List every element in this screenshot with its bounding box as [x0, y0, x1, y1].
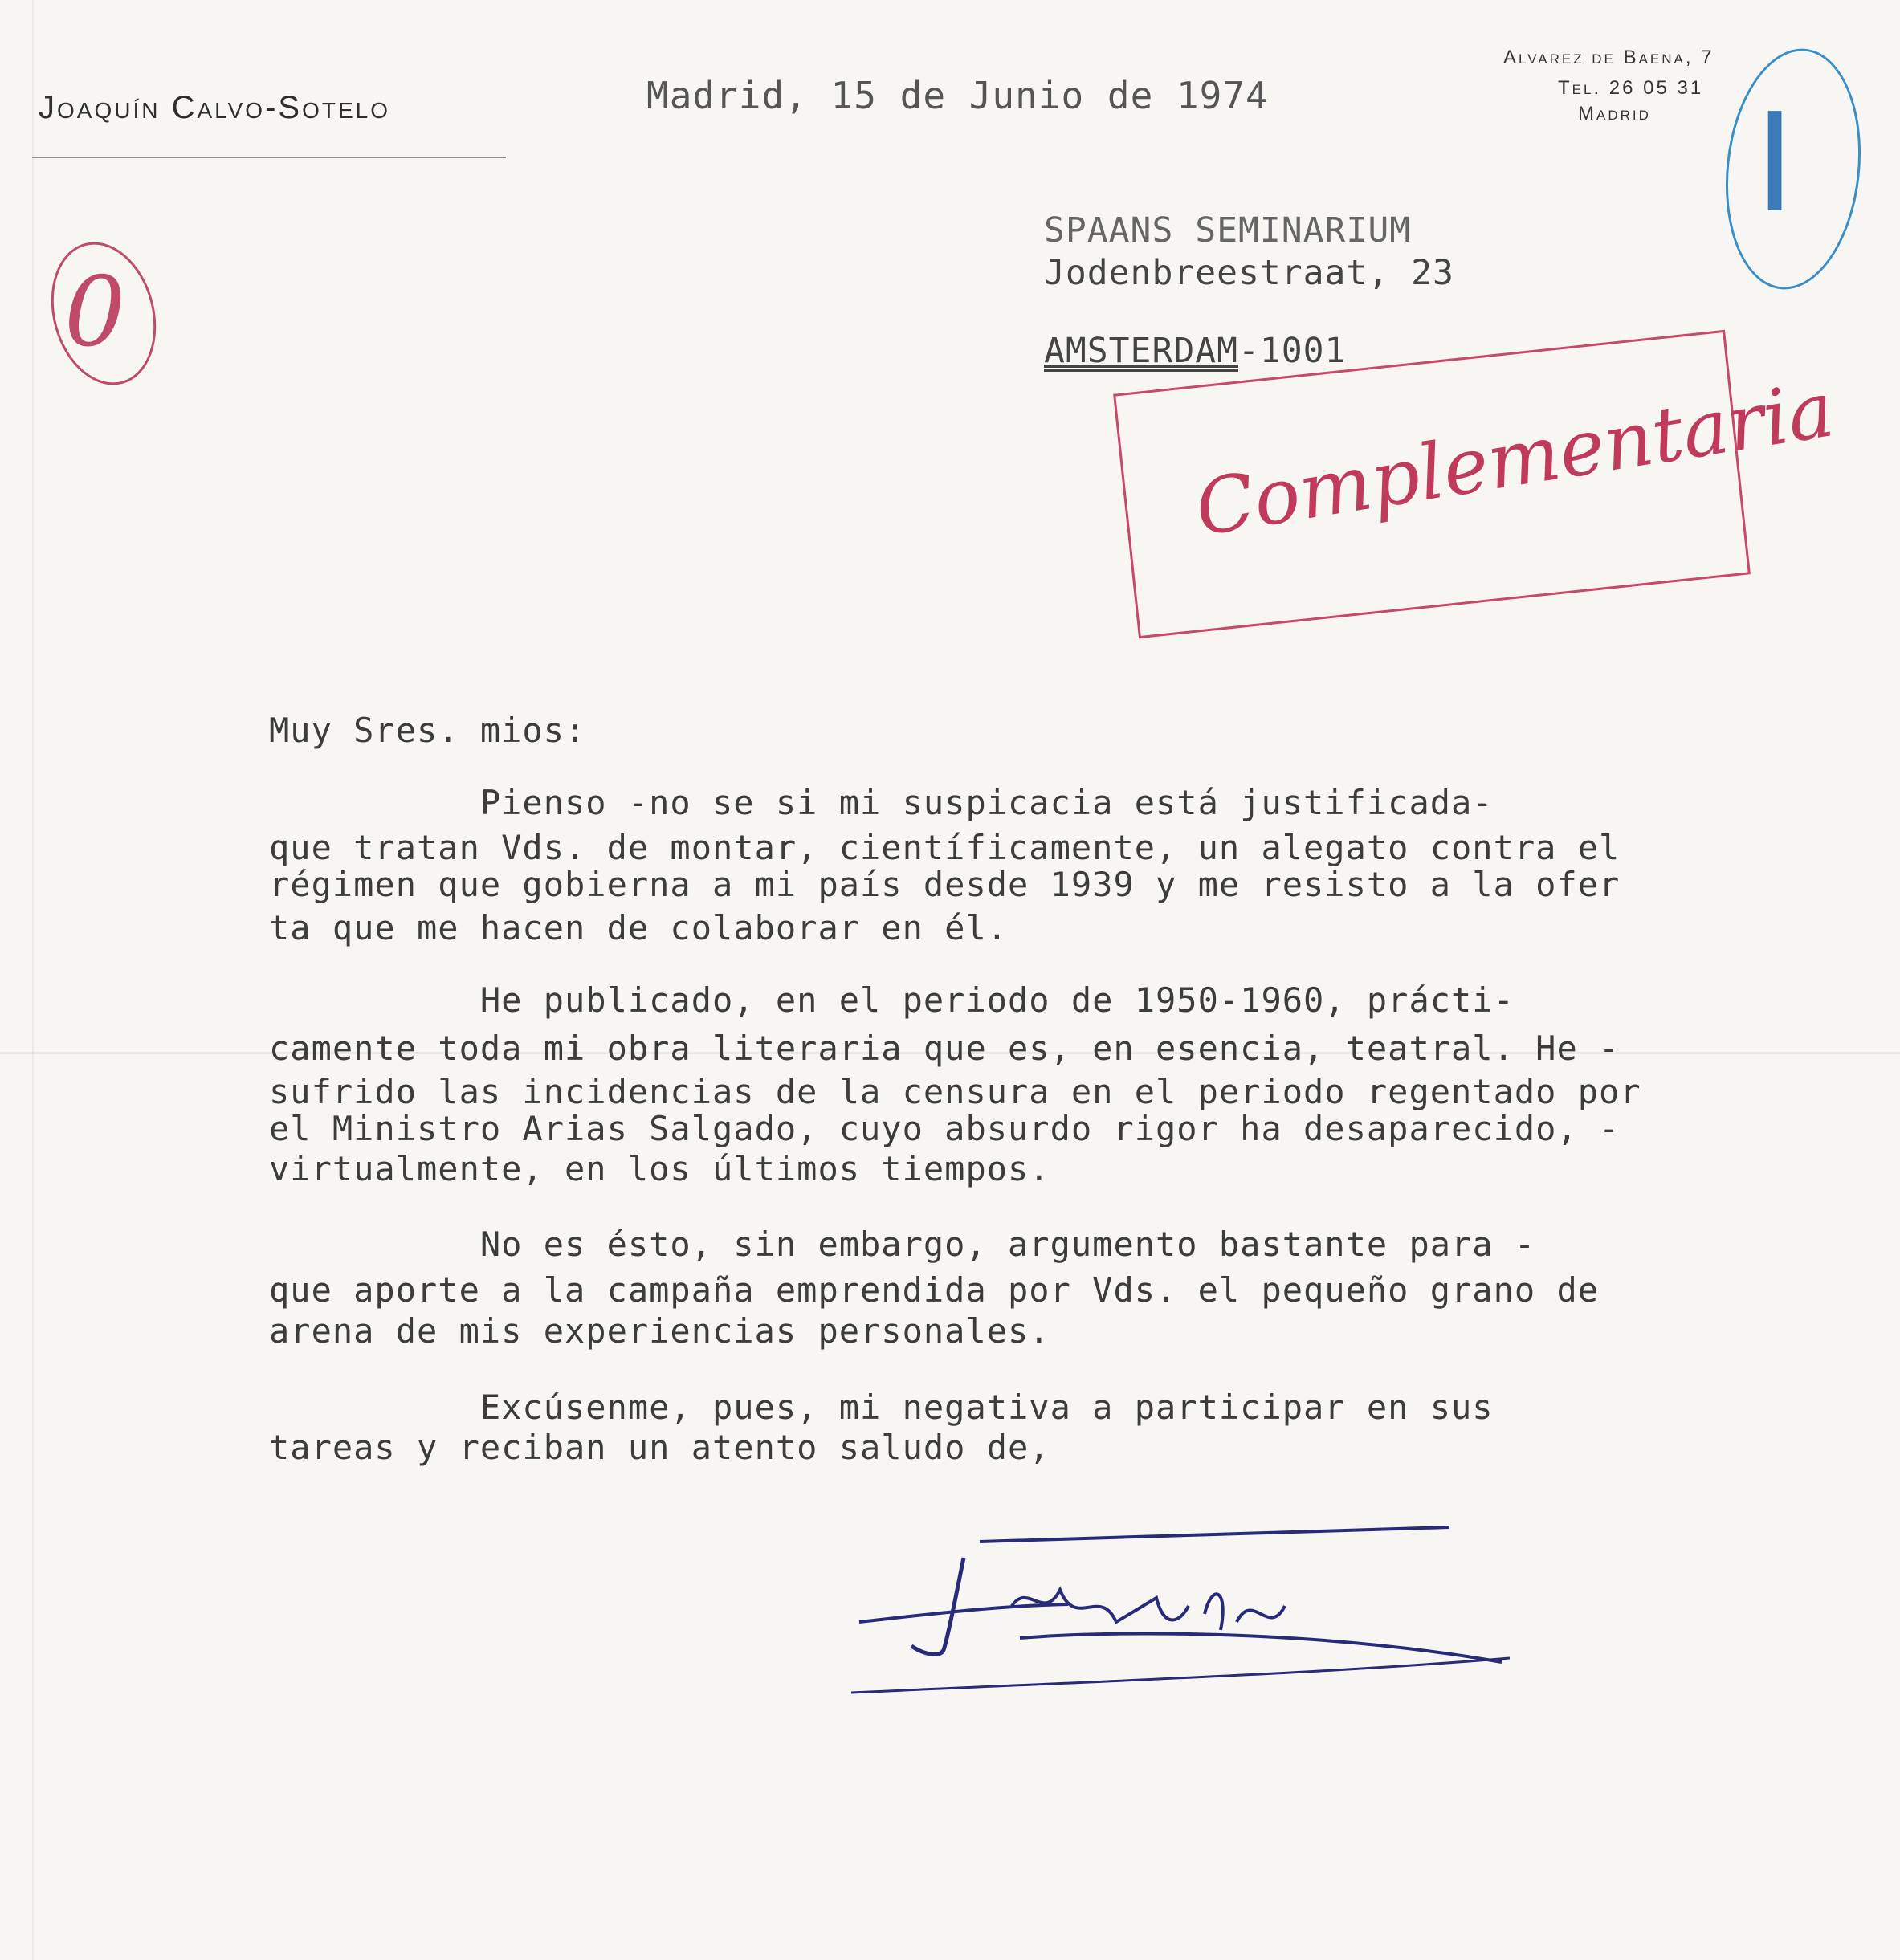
body-line: No es ésto, sin embargo, argumento bastante para -	[269, 1224, 1536, 1264]
body-line: sufrido las incidencias de la censura en el periodo regentado por	[269, 1072, 1641, 1111]
body-line: que tratan Vds. de montar, científicamente, un alegato contra el	[269, 828, 1621, 867]
body-line: He publicado, en el periodo de 1950-1960, prácti-	[269, 980, 1515, 1020]
body-line: Excúsenme, pues, mi negativa a participar en sus	[269, 1387, 1494, 1427]
body-line: camente toda mi obra literaria que es, en esencia, teatral. He -	[269, 1029, 1621, 1068]
letterhead-name: Joaquín Calvo-Sotelo	[39, 90, 390, 125]
recipient-city-line	[1044, 331, 1346, 371]
blue-roman-numeral: I	[1755, 84, 1796, 243]
red-circle-zero: 0	[64, 257, 126, 369]
signature	[835, 1510, 1558, 1718]
letterhead-address-street: Alvarez de Baena, 7	[1503, 47, 1714, 68]
body-line: el Ministro Arias Salgado, cuyo absurdo rigor ha desaparecido, -	[269, 1109, 1621, 1148]
paper-edge	[32, 0, 34, 1960]
recipient-name: SPAANS SEMINARIUM	[1044, 210, 1412, 251]
letterhead-address-city: Madrid	[1578, 103, 1651, 124]
handwritten-complementaria: Complementaria	[1189, 365, 1840, 554]
recipient-postcode: -1001	[1238, 331, 1347, 371]
body-line: tareas y reciban un atento saludo de,	[269, 1428, 1050, 1467]
letterhead-rule	[32, 157, 506, 158]
letterhead-address-phone: Tel. 26 05 31	[1558, 77, 1704, 99]
body-line: que aporte a la campaña emprendida por Vds. el pequeño grano de	[269, 1270, 1600, 1310]
recipient-city: AMSTERDAM	[1044, 331, 1238, 371]
body-line: arena de mis experiencias personales.	[269, 1311, 1050, 1351]
date-line: Madrid, 15 de Junio de 1974	[646, 74, 1269, 117]
body-line: régimen que gobierna a mi país desde 1939 y me resisto a la ofer	[269, 865, 1621, 904]
body-line: virtualmente, en los últimos tiempos.	[269, 1149, 1050, 1188]
body-line: Pienso -no se si mi suspicacia está justificada-	[269, 783, 1494, 822]
recipient-street: Jodenbreestraat, 23	[1044, 253, 1454, 293]
salutation: Muy Sres. mios:	[269, 711, 586, 750]
body-line: ta que me hacen de colaborar en él.	[269, 908, 1009, 947]
